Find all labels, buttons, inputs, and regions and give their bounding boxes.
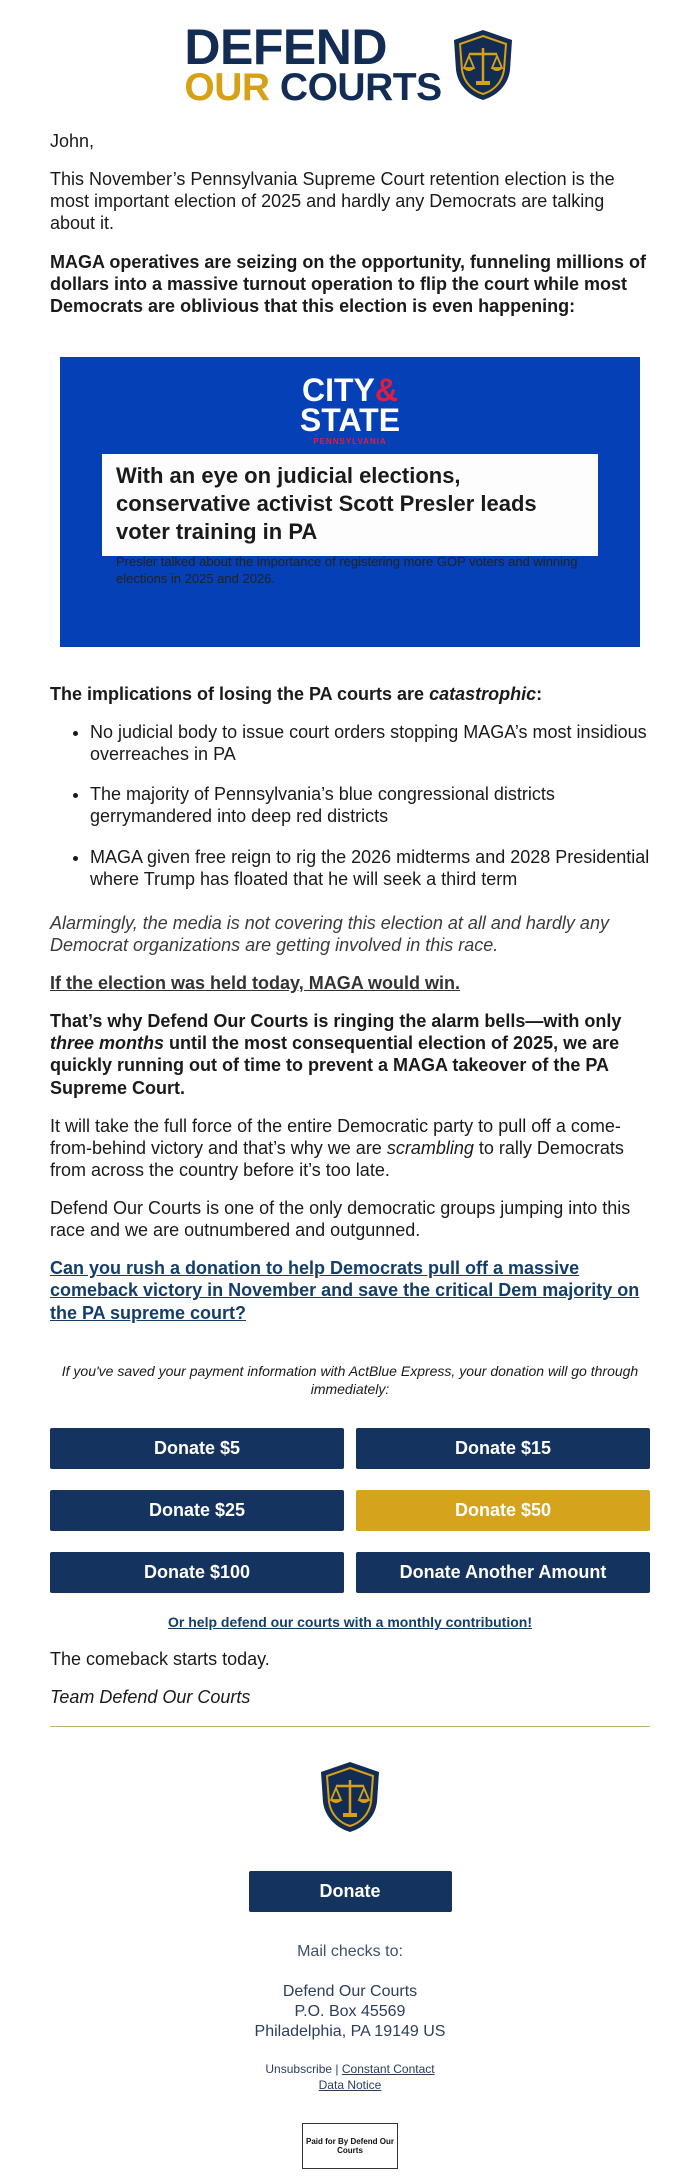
data-notice-link[interactable]: Data Notice (318, 2077, 382, 2092)
monthly-contribution-link[interactable]: Or help defend our courts with a monthly contribution! (168, 1614, 532, 1630)
implications-emph: catastrophic (429, 683, 537, 704)
paid-for-disclaimer: Paid for By Defend Our Courts (302, 2123, 398, 2169)
message-body (0, 130, 700, 2169)
address-box: P.O. Box 45569 (294, 2003, 406, 2021)
cs-amp: & (374, 371, 398, 408)
city-and-state-logo (60, 371, 640, 446)
list-item: • No judicial body to issue court orders stopping MAGA’s most insidious overreaches in PA (90, 721, 650, 765)
footer-donate-button[interactable]: Donate (249, 1871, 452, 1912)
donate-50-button[interactable]: Donate $50 (356, 1490, 650, 1531)
donate-15-button[interactable]: Donate $15 (356, 1428, 650, 1469)
outgunned-paragraph: Defend Our Courts is one of the only democratic groups jumping into this race and we are outnumbered and outgunned. (50, 1198, 631, 1241)
greeting: John, (50, 131, 95, 151)
donate-other-amount-button[interactable]: Donate Another Amount (356, 1552, 650, 1593)
shield-scales-icon (317, 1757, 383, 1837)
donate-25-button[interactable]: Donate $25 (50, 1490, 344, 1531)
actblue-note: If you've saved your payment information with ActBlue Express, your donation will go through immediately: (61, 1362, 639, 1397)
implications-lead (50, 683, 650, 705)
donate-100-button[interactable]: Donate $100 (50, 1552, 344, 1593)
donate-5-button[interactable]: Donate $5 (50, 1428, 344, 1469)
address-city: Philadelphia, PA 19149 US (254, 2023, 446, 2041)
maga-win-text: If the election was held today, MAGA would win. (50, 973, 461, 993)
cs-pennsylvania: PENNSYLVANIA (313, 436, 387, 446)
alarm-b: until the most consequential election of 2025, we are quickly running out of time to prevent a MAGA takeover of the PA Supreme Court. (50, 1033, 620, 1098)
implications-list (90, 721, 650, 890)
list-item: • MAGA given free reign to rig the 2026 midterms and 2028 Presidential where Trump has floated that he will seek a third term (90, 846, 650, 890)
logo-line-defend: DEFEND (184, 19, 387, 76)
footer (50, 1757, 650, 2169)
shield-scales-icon (450, 28, 516, 102)
logo-wordmark (184, 19, 442, 110)
cta-donation-link[interactable]: Can you rush a donation to help Democrats pull off a massive comeback victory in November and save the critical Dem majority on the PA supreme court? (50, 1258, 640, 1323)
signature: Team Defend Our Courts (50, 1687, 251, 1708)
force-paragraph (50, 1115, 650, 1181)
address-org: Defend Our Courts (282, 1983, 418, 2001)
force-a: It will take the full force of the entire Democratic party to pull off a come-from-behind victory and that’s why we are (50, 1115, 621, 1158)
alarm-paragraph (50, 1010, 650, 1099)
cs-state: STATE (299, 402, 401, 439)
alarm-a: That’s why Defend Our Courts is ringing the alarm bells—with only (50, 1011, 622, 1032)
implications-colon: : (536, 683, 543, 704)
news-headline-image[interactable] (60, 357, 640, 647)
comeback-line: The comeback starts today. (50, 1649, 270, 1669)
headline-card (102, 454, 598, 587)
logo-courts: COURTS (279, 66, 442, 110)
intro-paragraph: This November’s Pennsylvania Supreme Court retention election is the most important election of 2025 and hardly any Democrats are talking about it. (50, 169, 615, 234)
force-b: to rally Democrats from across the country before it’s too late. (50, 1137, 624, 1180)
header (0, 0, 700, 130)
unsubscribe-link[interactable]: Unsubscribe (265, 2062, 333, 2077)
alarm-emph: three months (50, 1033, 165, 1054)
defend-our-courts-logo[interactable] (184, 19, 515, 110)
link-separator: | (335, 2062, 339, 2077)
mailing-address (50, 1982, 650, 2042)
list-item: • The majority of Pennsylvania’s blue congressional districts gerrymandered into deep red districts (90, 783, 650, 827)
divider (50, 1726, 650, 1727)
maga-paragraph: MAGA operatives are seizing on the opportunity, funneling millions of dollars into a massive turnout operation to flip the court while most Democrats are oblivious that this election is even happening: (50, 251, 647, 316)
headline-text: With an eye on judicial elections, conservative activist Scott Presler leads voter training in PA (116, 462, 537, 545)
media-note: Alarmingly, the media is not covering this election at all and hardly any Democrat organizations are getting involved in this race. (50, 912, 609, 955)
maga-win-line (50, 972, 650, 994)
logo-line-our-courts (184, 66, 442, 110)
constant-contact-link[interactable]: Constant Contact (341, 2062, 435, 2077)
donate-button-grid (50, 1428, 650, 1593)
logo-our: OUR (184, 66, 270, 110)
cs-city: CITY (302, 371, 375, 408)
implications-lead-text: The implications of losing the PA courts are (50, 683, 430, 704)
cta-paragraph (50, 1257, 650, 1323)
footer-links (50, 2062, 650, 2093)
footer-logo (50, 1757, 650, 1837)
mail-checks-label: Mail checks to: (297, 1943, 403, 1961)
force-emph: scrambling (386, 1137, 474, 1158)
monthly-contribution (50, 1614, 650, 1630)
headline-subtext: Presler talked about the importance of registering more GOP voters and winning elections in 2025 and 2026. (116, 554, 578, 587)
